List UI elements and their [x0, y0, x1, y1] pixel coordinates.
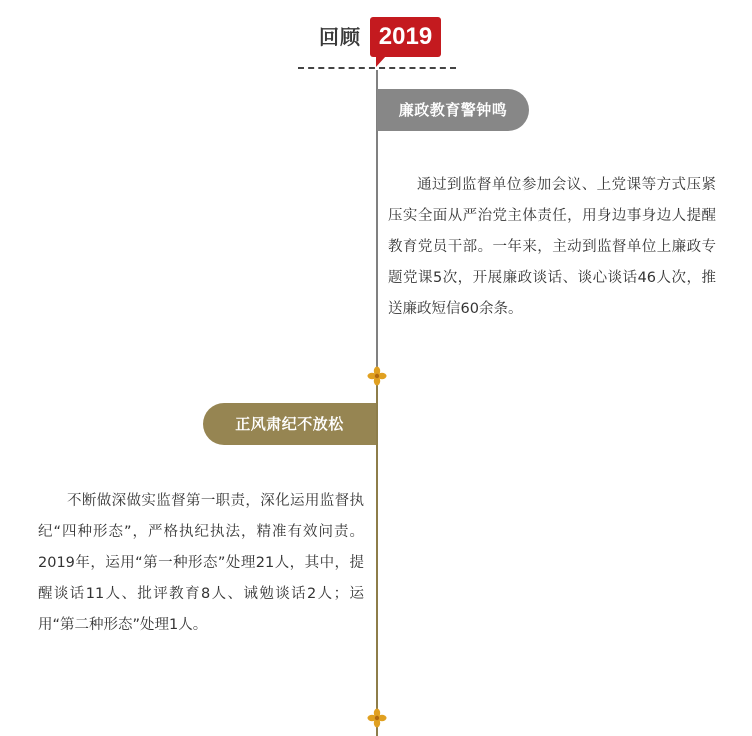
section-tag-clean-government-education: 廉政教育警钟鸣: [377, 89, 529, 131]
flower-icon: [367, 366, 387, 386]
timeline-line-bottom: [376, 385, 378, 710]
year-badge-pointer: [376, 56, 386, 67]
section-text-discipline: 不断做深做实监督第一职责，深化运用监督执纪“四种形态”，严格执纪执法，精准有效问责。2019年，运用“第一种形态”处理21人，其中，提醒谈话11人、批评教育8人、诫勉谈话2人；运用“第二种形态”处理1人。: [38, 493, 364, 633]
flower-icon: [367, 708, 387, 728]
title-dashed-divider: [298, 67, 456, 69]
section-tag-discipline: 正风肃纪不放松: [203, 403, 376, 445]
section-text-clean-government-education: 通过到监督单位参加会议、上党课等方式压紧压实全面从严治党主体责任，用身边事身边人提醒教育党员干部。一年来，主动到监督单位上廉政专题党课5次，开展廉政谈话、谈心谈话46人次，推送廉政短信60余条。: [388, 177, 716, 317]
title-prefix: 回顾: [319, 25, 361, 49]
year-badge: 2019: [370, 17, 441, 57]
